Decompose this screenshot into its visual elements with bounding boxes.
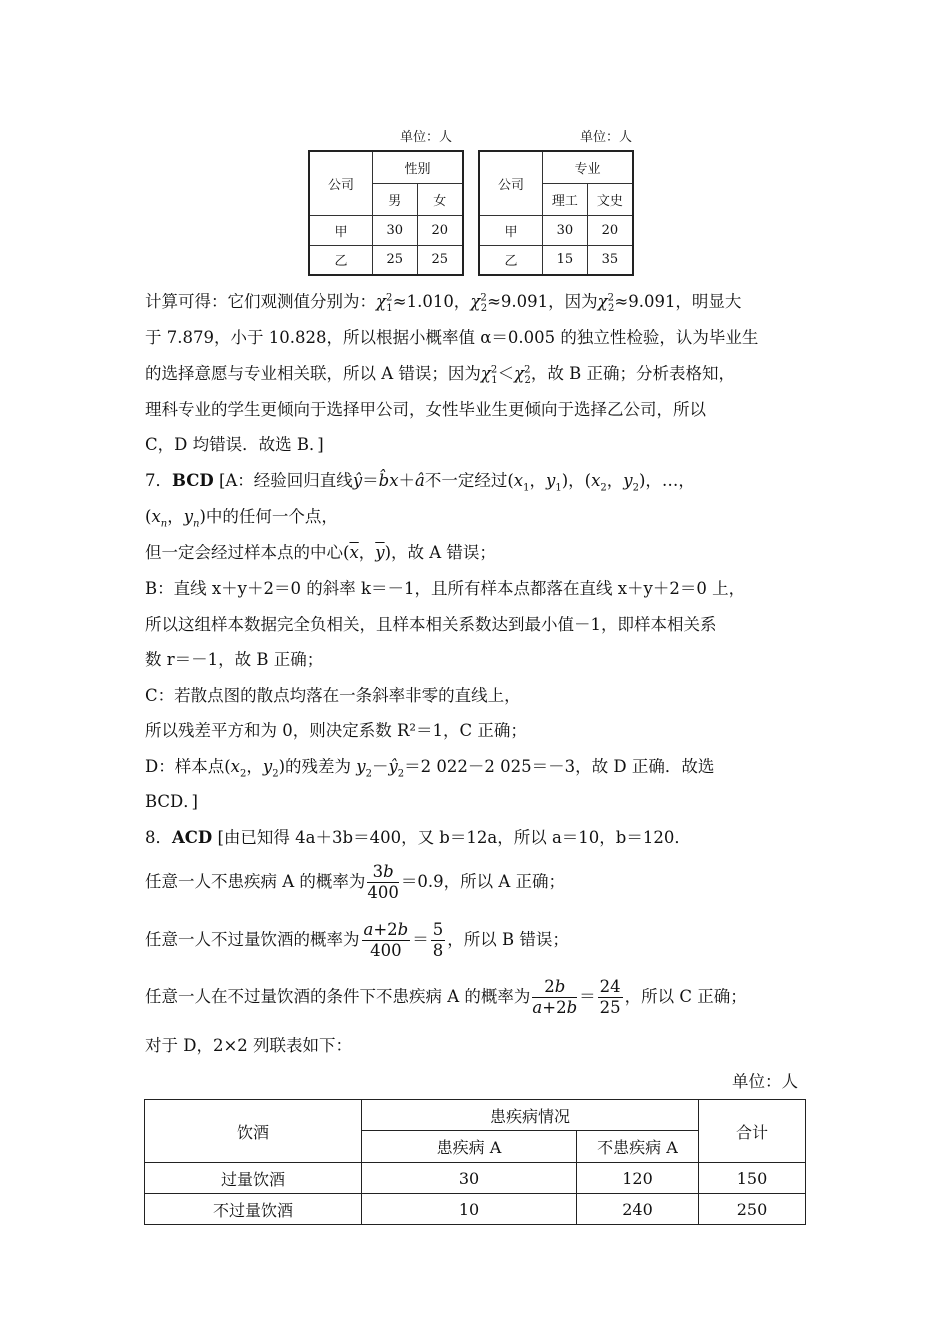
- text-span: ，所以 B 错误；: [447, 930, 569, 949]
- text-span: 的选择意愿与专业相关联，所以 A 错误；因为: [145, 364, 481, 383]
- table-cell: 25: [373, 245, 418, 275]
- text-line: 理科专业的学生更倾向于选择甲公司，女性毕业生更倾向于选择乙公司，所以: [145, 400, 706, 419]
- answer-label: BCD: [172, 471, 214, 490]
- table-cell: 150: [699, 1163, 806, 1194]
- table-cell: 30: [362, 1163, 577, 1194]
- text-line: C，D 均错误．故选 B．]: [145, 435, 324, 454]
- table-cell: 35: [587, 245, 633, 275]
- fraction: $\frac{a+2b}{400}$: [363, 920, 409, 960]
- text-line: C：若散点图的散点均落在一条斜率非零的直线上，: [145, 686, 521, 705]
- text-line: 数 r＝－1，故 B 正确；: [145, 650, 324, 669]
- group-header: 性别: [373, 151, 464, 183]
- text-span: 计算可得：它们观测值分别为：: [145, 292, 376, 311]
- major-table: [478, 150, 634, 276]
- question-7-line: 7．BCD [A：经验回归直线ŷ＝b̂x＋â不一定经过($x_1$，$y_1$)，($x_2$，$y_2$)，…，: [145, 471, 695, 494]
- question-8-line: [145, 826, 691, 850]
- corner-cell: 公司: [309, 151, 373, 215]
- text-span: ≈1.010，: [392, 292, 471, 311]
- table-cell: 10: [362, 1194, 577, 1225]
- text-line: 任意一人在不过量饮酒的条件下不患疾病 A 的概率为 $\frac{2b}{a+2b}$ ＝ $\frac{24}{25}$ ，所以 C 正确；: [145, 977, 747, 1017]
- text-span: [A：经验回归直线: [213, 471, 353, 490]
- text-span: ，故 A 错误；: [391, 543, 496, 562]
- text-line: 但一定会经过样本点的中心($\overline{x}$，$\overline{y}$)，故 A 错误；: [145, 543, 496, 562]
- table-cell: 250: [699, 1194, 806, 1225]
- row-label: 乙: [309, 245, 373, 275]
- table-cell: 30: [373, 215, 418, 245]
- text-line: 所以残差平方和为 0，则决定系数 R²＝1，C 正确；: [145, 721, 527, 740]
- answer-label: ACD: [172, 828, 213, 847]
- fraction: $\frac{5}{8}$: [432, 920, 444, 960]
- text-span: 任意一人不患疾病 A 的概率为: [145, 872, 366, 891]
- text-span: ，所以 C 正确；: [624, 987, 747, 1006]
- text-line: ($x_n$，$y_n$)中的任何一个点，: [145, 507, 338, 530]
- table-cell: 240: [577, 1194, 699, 1225]
- table-cell: 25: [417, 245, 463, 275]
- text-line: [145, 862, 565, 903]
- unit-label-left: 单位：人: [400, 130, 453, 145]
- row-label: 过量饮酒: [145, 1163, 362, 1194]
- question-number: 7．: [145, 471, 172, 490]
- question-number: 8．: [145, 828, 172, 847]
- text-span: 中的任何一个点，: [205, 507, 338, 526]
- contingency-table: [144, 1099, 806, 1225]
- row-label: 乙: [479, 245, 543, 275]
- table-cell: 30: [543, 215, 588, 245]
- text-span: D：样本点: [145, 757, 225, 776]
- row-label: 甲: [479, 215, 543, 245]
- text-line: 于 7.879，小于 10.828，所以根据小概率值 α＝0.005 的独立性检验，认为毕业生: [145, 328, 759, 347]
- row-label: 甲: [309, 215, 373, 245]
- text-line: BCD．]: [145, 792, 198, 811]
- text-span: ≈9.091，因为: [487, 292, 598, 311]
- corner-cell: 公司: [479, 151, 543, 215]
- text-line: 所以这组样本数据完全负相关，且样本相关系数达到最小值－1，即样本相关系: [145, 615, 717, 634]
- text-span: 的残差为: [285, 757, 351, 776]
- text-line: 的选择意愿与专业相关联，所以 A 错误；因为$\chi^2_1<\chi^2_2$，故 B 正确；分析表格知，: [145, 364, 736, 387]
- table-cell: 20: [417, 215, 463, 245]
- table-cell: 20: [587, 215, 633, 245]
- fraction: $\frac{3b}{400}$: [367, 862, 399, 902]
- text-span: ≈9.091，明显大: [614, 292, 742, 311]
- text-span: 任意一人在不过量饮酒的条件下不患疾病 A 的概率为: [145, 987, 531, 1006]
- text-line: D：样本点($x_2$，$y_2$)的残差为 $y_2-ŷ_2=2$ 022－2 025＝－3，故 D 正确．故选: [145, 757, 715, 780]
- text-span: 任意一人不过量饮酒的概率为: [145, 930, 360, 949]
- header-not-sick: 不患疾病 A: [577, 1131, 699, 1163]
- text-span: 但一定会经过样本点的中心: [145, 543, 343, 562]
- group-header: 专业: [543, 151, 634, 183]
- unit-label: 单位：人: [732, 1072, 798, 1091]
- header-total: 合计: [699, 1100, 806, 1163]
- unit-label-right: 单位：人: [580, 130, 633, 145]
- text-span: 不一定经过: [424, 471, 508, 490]
- col-header: 女: [417, 183, 463, 215]
- text-line: 对于 D，2×2 列联表如下：: [145, 1036, 353, 1055]
- text-line: 计算可得：它们观测值分别为：$\chi^2_1\approx 1.010$，$\chi^2_2\approx 9.091$，因为$\chi^2_2\approx 9.091$，明显大: [145, 292, 742, 315]
- table-cell: 15: [543, 245, 588, 275]
- gender-table: [308, 150, 464, 276]
- table-cell: 120: [577, 1163, 699, 1194]
- row-label: 不过量饮酒: [145, 1194, 362, 1225]
- fraction: $\frac{2b}{a+2b}$: [532, 977, 578, 1017]
- text-span: ＝2 022－2 025＝－3，故 D 正确．故选: [404, 757, 715, 776]
- text-line: 任意一人不过量饮酒的概率为 $\frac{a+2b}{400}$ ＝ $\frac{5}{8}$ ，所以 B 错误；: [145, 920, 569, 960]
- text-span: ＝0.9，所以 A 正确；: [400, 872, 566, 891]
- text-line: B：直线 x＋y＋2＝0 的斜率 k＝－1，且所有样本点都落在直线 x＋y＋2＝0 上，: [145, 579, 746, 598]
- header-sick: 患疾病 A: [362, 1131, 577, 1163]
- text-span: [由已知得 4a＋3b＝400，又 b＝12a，所以 a＝10，b＝120．: [212, 828, 691, 847]
- col-header: 理工: [543, 183, 588, 215]
- fraction: $\frac{24}{25}$: [599, 977, 621, 1017]
- header-group: 患疾病情况: [362, 1100, 699, 1131]
- header-drink: 饮酒: [145, 1100, 362, 1163]
- text-span: ，故 B 正确；分析表格知，: [530, 364, 736, 383]
- col-header: 男: [373, 183, 418, 215]
- col-header: 文史: [587, 183, 633, 215]
